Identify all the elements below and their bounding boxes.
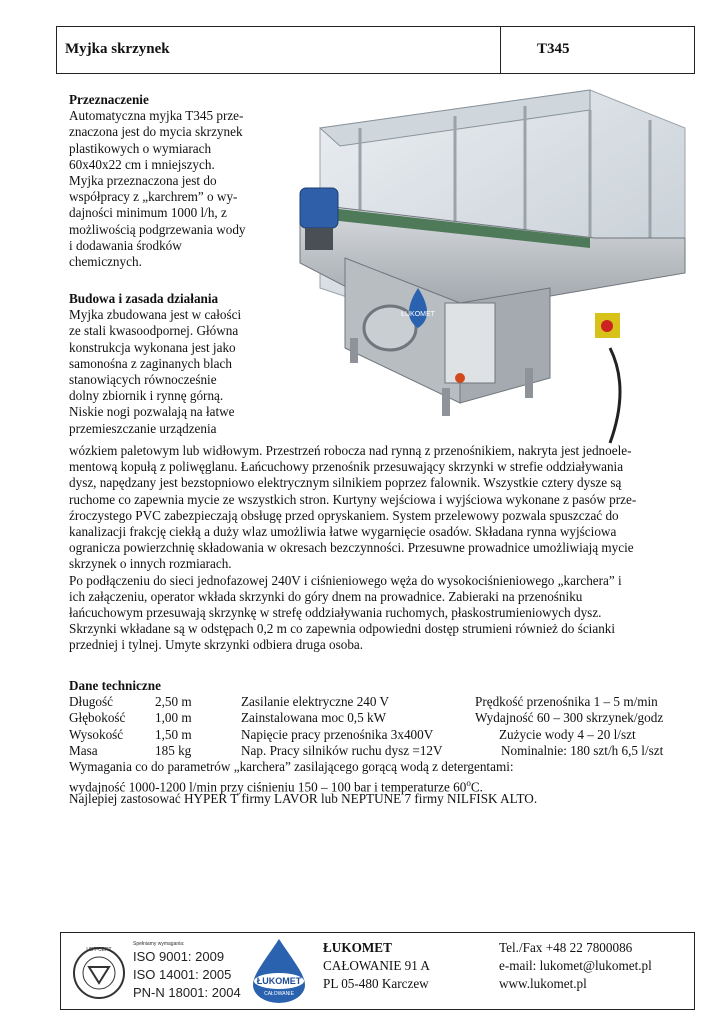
spec-row: [69, 727, 709, 743]
construction-wide-line: ogranicza powierzchnię składowania w okresach bezczynności. Przesuwne prowadnice umożliwiają mycie: [69, 540, 634, 556]
requirements-text: wydajność 1000-1200 l/min przy ciśnieniu 150 – 100 bar i temperaturze 60: [69, 779, 467, 795]
purpose-line: Automatyczna myjka T345 prze-: [69, 108, 244, 124]
spec-power: Zasilanie elektryczne 240 V: [241, 694, 390, 710]
spec-row: [69, 710, 709, 726]
construction-line: konstrukcja wykonana jest jako: [69, 339, 236, 355]
company-name: ŁUKOMET: [323, 940, 392, 955]
iso-14001: ISO 14001: 2005: [133, 967, 232, 982]
header-table: [56, 26, 695, 74]
spec-label: Wysokość: [69, 726, 124, 742]
construction-wide-line: mentową kopułą z poliwęglanu. Łańcuchowy przenośnik przesuwający skrzynki w strefie oddziaływania: [69, 459, 624, 475]
address-block: [323, 939, 430, 993]
spec-performance: Zużycie wody 4 – 20 l/szt: [499, 726, 636, 742]
construction-line: Myjka zbudowana jest w całości: [69, 307, 242, 323]
construction-line: przemieszczanie urządzenia: [69, 420, 217, 436]
website[interactable]: www.lukomet.pl: [499, 976, 587, 991]
spec-row: [69, 743, 709, 759]
construction-wide-line: skrzynek o innych rozmiarach.: [69, 556, 232, 572]
address-line: CAŁOWANIE 91 A: [323, 958, 430, 973]
construction-wide-line: źroczystego PVC zabezpieczają obsługę przed opryskaniem. System przelewowy pozwala spuszczać do: [69, 507, 619, 523]
purpose-line: chemicznych.: [69, 254, 142, 270]
technical-heading: Dane techniczne: [69, 678, 161, 693]
photo-logo-text: ŁUKOMET: [401, 311, 435, 318]
cert-caption: Spełniamy wymagania:: [133, 941, 185, 947]
construction-wide-line: ruchome co zapewnia mycie ze wszystkich stron. Kurtyny wejściowa i wyjściowa wykonane z pasów prze-: [69, 491, 637, 507]
section-technical-data: [69, 678, 709, 808]
purpose-line: możliwością podgrzewania wody: [69, 221, 246, 237]
logo-text: ŁUKOMET: [256, 976, 302, 986]
spec-value: 2,50 m: [155, 694, 192, 710]
spec-power: Nap. Pracy silników ruchu dysz =12V: [241, 742, 443, 758]
document-title: Myjka skrzynek: [57, 27, 501, 73]
construction-line: Niskie nogi pozwalają na łatwe: [69, 404, 235, 420]
construction-line: dolny zbiornik i rynnę górną.: [69, 388, 224, 404]
construction-line: samonośna z zaginanych blach: [69, 355, 232, 371]
footer: [60, 932, 695, 1010]
iso-9001: ISO 9001: 2009: [133, 949, 225, 964]
spec-label: Głębokość: [69, 710, 126, 726]
operation-line: ich załączeniu, operator wkłada skrzynki do góry dnem na prowadnice. Zabieraki na przenośniku: [69, 588, 583, 604]
construction-line: ze stali kwasoodpornej. Główna: [69, 323, 239, 339]
operation-line: Skrzynki wkładane są w odstępach 0,2 m co zapewnia odpowiedni dostęp strumieni również do ścianki: [69, 621, 616, 637]
spec-label: Długość: [69, 694, 113, 710]
spec-row: [69, 694, 709, 710]
spec-label: Masa: [69, 742, 98, 758]
pn-n-18001: PN-N 18001: 2004: [133, 985, 241, 1000]
requirements-line: Wymagania co do parametrów „karchera” zasilającego gorącą wodą z detergentami:: [69, 758, 514, 774]
email[interactable]: e-mail: lukomet@lukomet.pl: [499, 958, 652, 973]
address-line: PL 05-480 Karczew: [323, 976, 429, 991]
purpose-line: plastikowych o wymiarach: [69, 140, 212, 156]
certification-logo: [71, 939, 241, 1003]
construction-wide-line: kanalizacji frakcję ciekłą a duży wlaz umożliwia łatwe wygarnięcie osadów. Składana rynna wyjściowa: [69, 524, 617, 540]
degree-sign: o: [466, 778, 471, 789]
operation-line: Po podłączeniu do sieci jednofazowej 240V i ciśnieniowego węża do wysokociśnieniowego „karchera” i: [69, 572, 622, 588]
logo-subtext: CAŁOWANIE: [264, 991, 294, 997]
section-purpose: [69, 92, 274, 270]
spec-performance: Prędkość przenośnika 1 – 5 m/min: [475, 694, 658, 710]
contact-block: [499, 939, 652, 993]
spec-power: Napięcie pracy przenośnika 3x400V: [241, 726, 434, 742]
spec-performance: Wydajność 60 – 300 skrzynek/godz: [475, 710, 664, 726]
construction-line: stanowiących równocześnie: [69, 372, 217, 388]
section-construction: [69, 291, 289, 437]
spec-value: 1,50 m: [155, 726, 192, 742]
spec-value: 1,00 m: [155, 710, 192, 726]
construction-heading: Budowa i zasada działania: [69, 291, 219, 306]
spec-performance: Nominalnie: 180 szt/h 6,5 l/szt: [501, 742, 664, 758]
product-code: T345: [537, 41, 570, 57]
recommendation-line: Najlepiej zastosować HYPER T firmy LAVOR lub NEPTUNE 7 firmy NILFISK ALTO.: [69, 791, 538, 807]
machine-photo: [290, 88, 695, 444]
requirements-unit: C.: [470, 779, 483, 795]
operation-line: łańcuchowym przesuwają skrzynkę w strefę oddziaływania ruchomych, płaskostrumieniowych dysz.: [69, 605, 602, 621]
purpose-line: Myjka przeznaczona jest do: [69, 173, 217, 189]
construction-wide-line: dysz, napędzany jest bezstopniowo elektrycznym silnikiem poprzez falownik. Wszystkie cztery dysze są: [69, 475, 622, 491]
purpose-line: dajności minimum 1000 l/h, z: [69, 205, 227, 221]
purpose-line: i dodawania środków: [69, 237, 182, 253]
purpose-heading: Przeznaczenie: [69, 92, 149, 107]
spec-value: 185 kg: [155, 742, 192, 758]
company-logo: [249, 937, 309, 1003]
construction-full-width: [69, 443, 695, 654]
operation-line: przedniej i tylnej. Umyte skrzynki odbiera druga osoba.: [69, 637, 364, 653]
purpose-line: znaczona jest do mycia skrzynek: [69, 124, 243, 140]
phone: Tel./Fax +48 22 7800086: [499, 940, 633, 955]
purpose-line: 60x40x22 cm i mniejszych.: [69, 156, 215, 172]
cert-badge-text: UDT-CERT: [86, 947, 112, 953]
spec-power: Zainstalowana moc 0,5 kW: [241, 710, 387, 726]
construction-wide-line: wózkiem paletowym lub widłowym. Przestrzeń robocza nad rynną z przenośnikiem, nakryta jest jednoele-: [69, 443, 632, 458]
purpose-line: współpracy z „karchrem” o wy-: [69, 189, 238, 205]
